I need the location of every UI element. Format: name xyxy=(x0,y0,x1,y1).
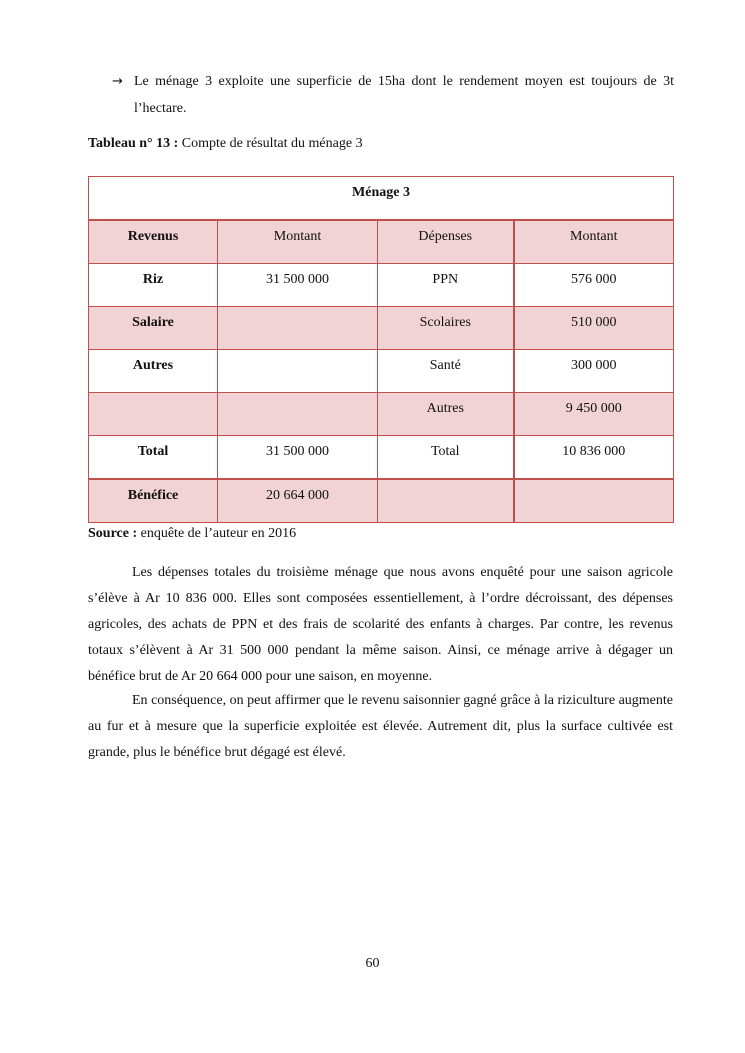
table-total-row xyxy=(89,436,674,480)
header-cell: Montant xyxy=(514,220,674,264)
paragraph-text: Les dépenses totales du troisième ménage que nous avons enquêté pour une saison agricole s’élève à Ar 10 836 000. Elles sont composées essentiellement, à l’ordre décroissant, des dépenses agricoles, des achats de PPN et des frais de scolarité des enfants à charges. Par contre, les revenus totaux s’élèvent à Ar 31 500 000 pendant la même saison. Ainsi, ce ménage arrive à dégager un bénéfice brut de Ar 20 664 000 pour une saison, en moyenne. xyxy=(88,565,673,684)
header-cell: Revenus xyxy=(89,220,218,264)
table-cell: Total xyxy=(378,436,514,480)
table-cell: 10 836 000 xyxy=(514,436,674,480)
table-cell: Salaire xyxy=(89,307,218,350)
intro-bullet xyxy=(112,68,674,122)
table-caption-label: Tableau n° 13 : xyxy=(88,136,179,151)
table-row xyxy=(89,393,674,436)
table-cell xyxy=(218,307,378,350)
paragraph xyxy=(88,688,673,766)
table-cell: 300 000 xyxy=(514,350,674,393)
table-header-row xyxy=(89,220,674,264)
table-caption xyxy=(88,134,363,154)
paragraph-text: En conséquence, on peut affirmer que le revenu saisonnier gagné grâce à la riziculture augmente au fur et à mesure que la superficie exploitée est élevée. Autrement dit, plus la surface cultivée est grande, plus le bénéfice brut dégagé est élevé. xyxy=(88,693,673,760)
table-cell xyxy=(89,393,218,436)
source-text: enquête de l’auteur en 2016 xyxy=(137,526,297,541)
table-cell xyxy=(218,350,378,393)
table-row xyxy=(89,350,674,393)
table-cell xyxy=(514,479,674,523)
result-table xyxy=(88,176,674,523)
table-row xyxy=(89,307,674,350)
table-cell: 20 664 000 xyxy=(218,479,378,523)
table-cell xyxy=(378,479,514,523)
table-source xyxy=(88,524,296,544)
header-cell: Montant xyxy=(218,220,378,264)
header-cell: Dépenses xyxy=(378,220,514,264)
paragraph xyxy=(88,560,673,690)
page-number: 60 xyxy=(365,956,380,971)
table-cell: Autres xyxy=(378,393,514,436)
table-cell: PPN xyxy=(378,264,514,307)
table-title: Ménage 3 xyxy=(89,177,674,221)
table-cell xyxy=(218,393,378,436)
table-caption-text: Compte de résultat du ménage 3 xyxy=(178,136,363,151)
table-cell: 576 000 xyxy=(514,264,674,307)
table-cell: Scolaires xyxy=(378,307,514,350)
table-title-row xyxy=(89,177,674,221)
intro-bullet-text: Le ménage 3 exploite une superficie de 15ha dont le rendement moyen est toujours de 3t l’hectare. xyxy=(134,74,674,116)
table-cell: 31 500 000 xyxy=(218,264,378,307)
table-cell: 510 000 xyxy=(514,307,674,350)
table-cell: Total xyxy=(89,436,218,480)
table-cell: Riz xyxy=(89,264,218,307)
arrow-right-icon: → xyxy=(112,74,123,89)
table-cell: 31 500 000 xyxy=(218,436,378,480)
table-row xyxy=(89,264,674,307)
table-cell: Autres xyxy=(89,350,218,393)
table-cell: Bénéfice xyxy=(89,479,218,523)
source-label: Source : xyxy=(88,526,138,541)
table-cell: 9 450 000 xyxy=(514,393,674,436)
table-cell: Santé xyxy=(378,350,514,393)
table-benefit-row xyxy=(89,479,674,523)
